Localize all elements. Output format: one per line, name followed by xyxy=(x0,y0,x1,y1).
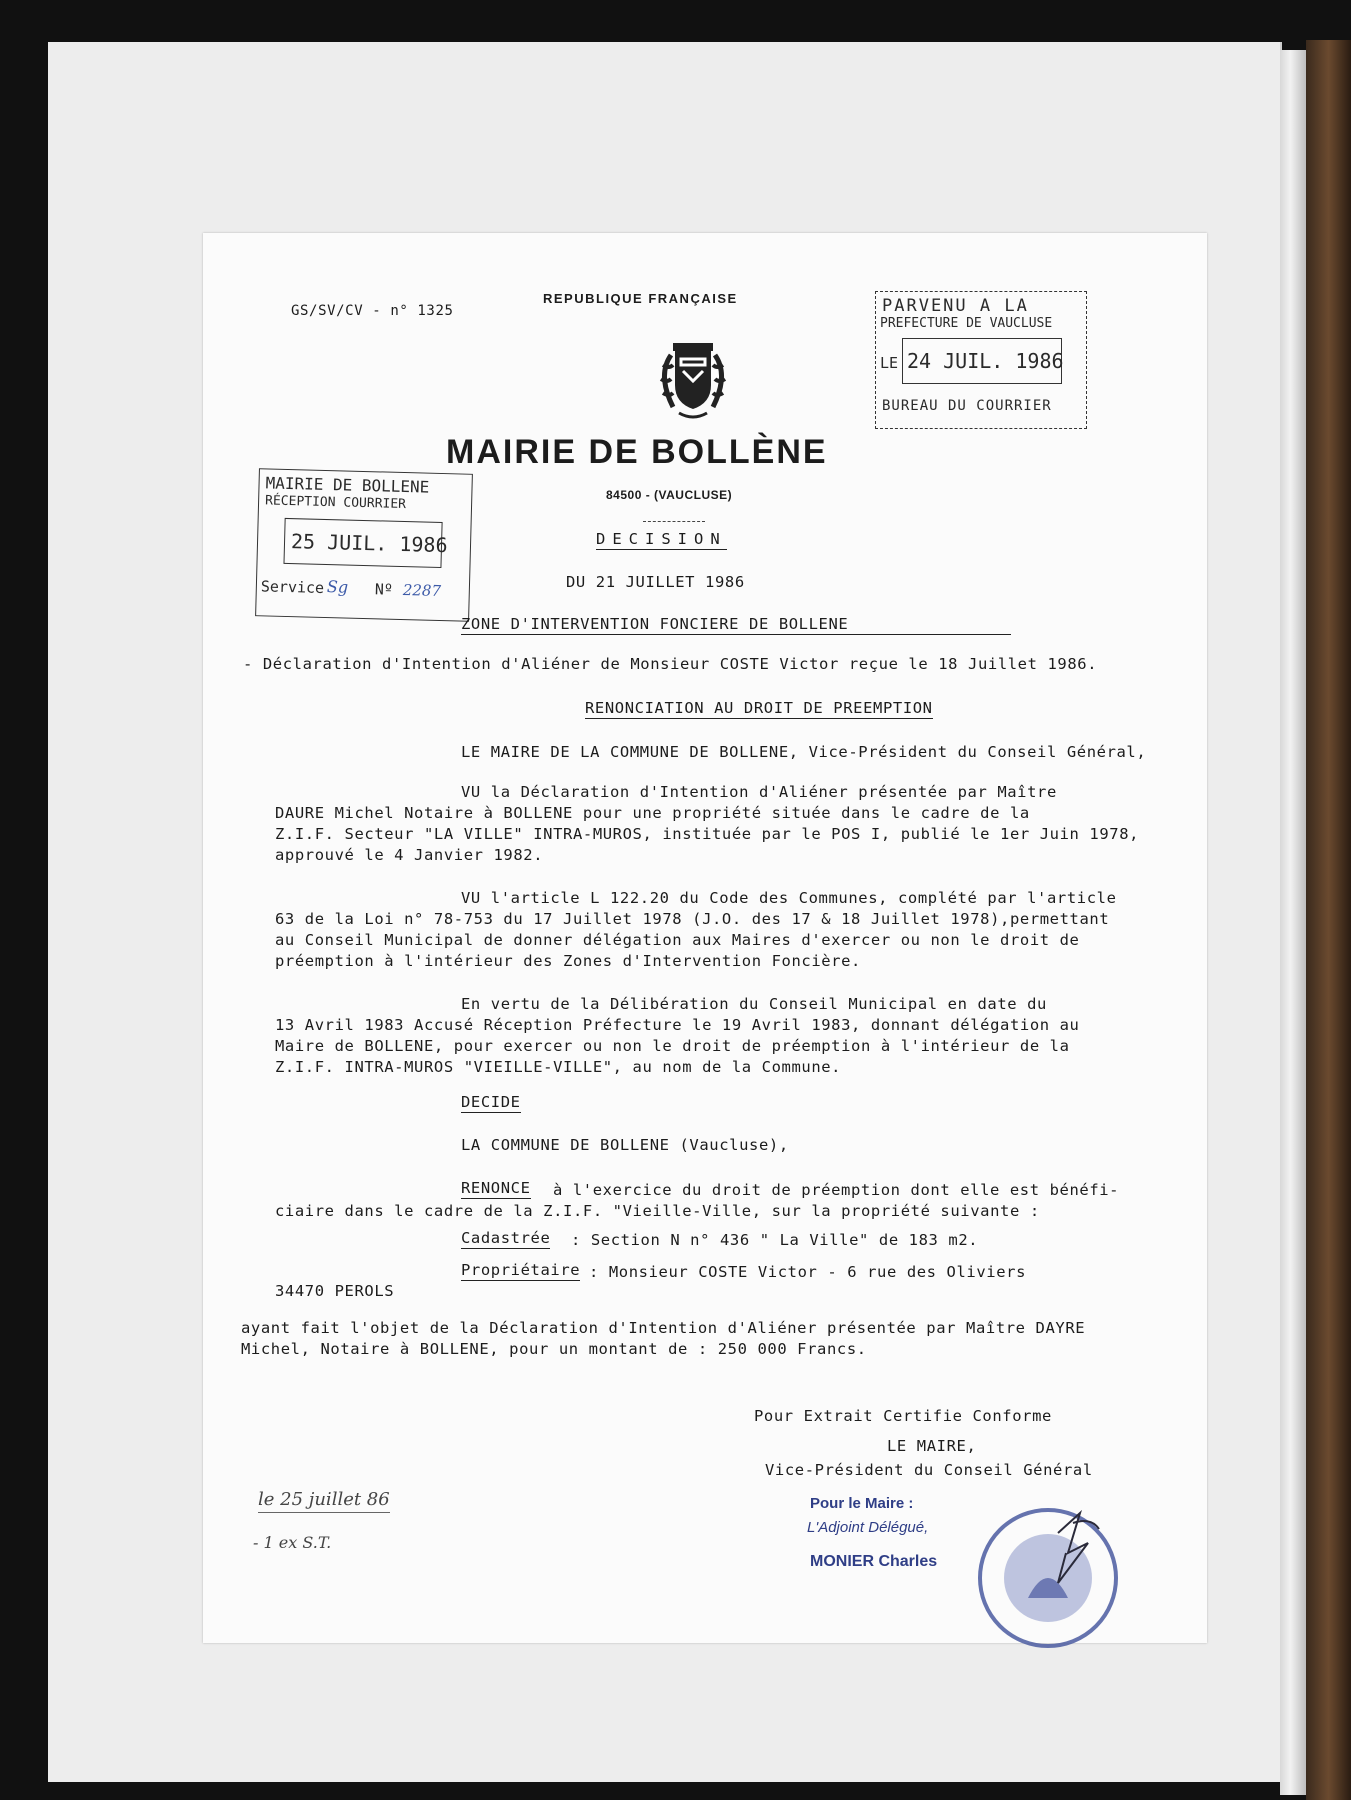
vu1-line: Z.I.F. Secteur "LA VILLE" INTRA-MUROS, instituée par le POS I, publié le 1er Juin 1978, xyxy=(275,825,1140,843)
perols-line: 34470 PEROLS xyxy=(275,1282,395,1300)
stamp-date-box xyxy=(283,518,448,568)
decision-heading: DECISION xyxy=(596,530,727,548)
reference-number: GS/SV/CV - n° 1325 xyxy=(291,303,454,319)
vu2-line: au Conseil Municipal de donner délégation aux Maires d'exercer ou non le droit de xyxy=(275,931,1080,949)
stamp-number-value: 2287 xyxy=(402,581,442,601)
stamp-service-value: Sg xyxy=(326,577,349,597)
vertu-line: Z.I.F. INTRA-MUROS "VIEILLE-VILLE", au nom de la Commune. xyxy=(275,1058,842,1076)
cadastree-label: Cadastrée xyxy=(461,1229,551,1247)
stamp-date-box xyxy=(902,338,1062,384)
proprietaire-label: Propriétaire xyxy=(461,1261,581,1279)
decide-heading: DECIDE xyxy=(461,1093,521,1111)
document-sheet xyxy=(203,233,1207,1643)
commune-line: LA COMMUNE DE BOLLENE (Vaucluse), xyxy=(461,1136,789,1154)
renonce-label: RENONCE xyxy=(461,1179,531,1197)
decorative-divider xyxy=(643,521,705,524)
pour-le-maire: Pour le Maire : xyxy=(810,1495,914,1512)
prefecture-stamp xyxy=(875,291,1087,429)
decision-date: DU 21 JUILLET 1986 xyxy=(566,573,745,591)
handwritten-note: - 1 ex S.T. xyxy=(253,1533,332,1552)
ayant-line: Michel, Notaire à BOLLENE, pour un montant de : 250 000 Francs. xyxy=(241,1340,867,1358)
vu1-line: approuvé le 4 Janvier 1982. xyxy=(275,846,544,864)
zone-title: ZONE D'INTERVENTION FONCIERE DE BOLLENE xyxy=(461,615,1011,635)
vertu-line: En vertu de la Délibération du Conseil Municipal en date du xyxy=(461,995,1047,1013)
le-maire-line: LE MAIRE, xyxy=(887,1437,977,1455)
board-edge xyxy=(1280,50,1306,1795)
extrait-line: Pour Extrait Certifie Conforme xyxy=(754,1407,1052,1425)
vertu-line: 13 Avril 1983 Accusé Réception Préfecture le 19 Avril 1983, donnant délégation au xyxy=(275,1016,1080,1034)
mairie-title: MAIRIE DE BOLLÈNE xyxy=(446,433,828,471)
stamp-line: BUREAU DU COURRIER xyxy=(882,398,1052,414)
renonce-line: ciaire dans le cadre de la Z.I.F. "Vieille-Ville, sur la propriété suivante : xyxy=(275,1202,1040,1220)
vertu-line: Maire de BOLLENE, pour exercer ou non le droit de préemption à l'intérieur de la xyxy=(275,1037,1070,1055)
postal-code: 84500 - (VAUCLUSE) xyxy=(606,488,733,502)
republique-heading: REPUBLIQUE FRANÇAISE xyxy=(543,291,738,306)
maire-line: LE MAIRE DE LA COMMUNE DE BOLLENE, Vice-Président du Conseil Général, xyxy=(461,743,1147,761)
stamp-line: RÉCEPTION COURRIER xyxy=(264,493,407,513)
stamp-le: LE xyxy=(880,354,899,372)
adjoint-delegue: L'Adjoint Délégué, xyxy=(807,1519,929,1536)
stamp-line: PARVENU A LA xyxy=(882,296,1029,316)
vu1-line: VU la Déclaration d'Intention d'Aliéner présentée par Maître xyxy=(461,783,1057,801)
renonce-line: à l'exercice du droit de préemption dont elle est bénéfi- xyxy=(553,1181,1120,1199)
stamp-line: MAIRIE DE BOLLENE xyxy=(265,473,430,497)
signatory-name: MONIER Charles xyxy=(810,1553,938,1570)
vp-line: Vice-Président du Conseil Général xyxy=(765,1461,1093,1479)
dia-line: - Déclaration d'Intention d'Aliéner de Monsieur COSTE Victor reçue le 18 Juillet 1986. xyxy=(243,655,1098,673)
ayant-line: ayant fait l'objet de la Déclaration d'Intention d'Aliéner présentée par Maître DAYRE xyxy=(241,1319,1086,1337)
stamp-date: 24 JUIL. 1986 xyxy=(907,349,1064,373)
binder-spine xyxy=(1306,40,1351,1800)
vu2-line: préemption à l'intérieur des Zones d'Intervention Foncière. xyxy=(275,952,861,970)
mairie-reception-stamp xyxy=(255,468,473,622)
proprietaire-value: : Monsieur COSTE Victor - 6 rue des Oliviers xyxy=(589,1263,1026,1281)
official-seal-icon xyxy=(973,1503,1123,1653)
handwritten-date: le 25 juillet 86 xyxy=(258,1489,390,1513)
stamp-line: PREFECTURE DE VAUCLUSE xyxy=(880,316,1053,331)
vu1-line: DAURE Michel Notaire à BOLLENE pour une propriété située dans le cadre de la xyxy=(275,804,1030,822)
stamp-service-label: Service xyxy=(260,577,325,597)
stamp-date: 25 JUIL. 1986 xyxy=(290,529,448,558)
stamp-number-label: Nº xyxy=(374,580,394,599)
cadastree-value: : Section N n° 436 " La Ville" de 183 m2. xyxy=(571,1231,979,1249)
coat-of-arms-icon xyxy=(643,325,743,425)
vu2-line: VU l'article L 122.20 du Code des Communes, complété par l'article xyxy=(461,889,1117,907)
renonciation-heading: RENONCIATION AU DROIT DE PREEMPTION xyxy=(585,699,933,717)
vu2-line: 63 de la Loi n° 78-753 du 17 Juillet 1978 (J.O. des 17 & 18 Juillet 1978),permettant xyxy=(275,910,1110,928)
